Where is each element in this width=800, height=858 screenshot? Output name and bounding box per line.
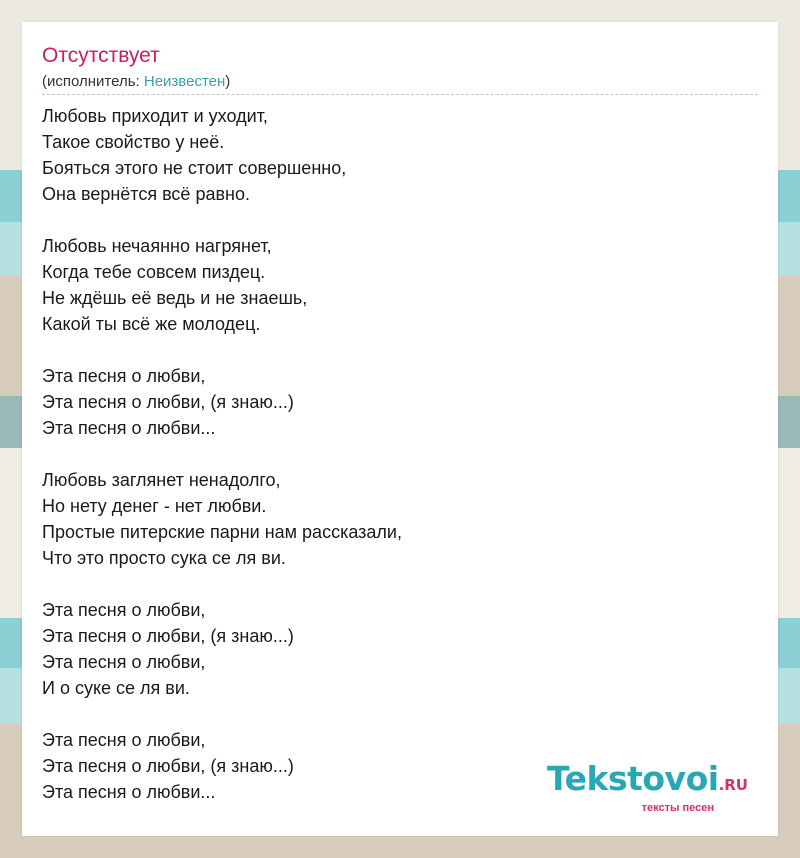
logo-tagline: тексты песен xyxy=(641,802,714,814)
stanza-break xyxy=(42,207,758,233)
lyric-line: Любовь нечаянно нагрянет, xyxy=(42,236,272,256)
lyric-line: Не ждёшь её ведь и не знаешь, xyxy=(42,288,308,308)
lyric-line: Бояться этого не стоит совершенно, xyxy=(42,158,347,178)
lyric-line: Эта песня о любви, xyxy=(42,600,206,620)
song-title: Отсутствует xyxy=(42,44,160,67)
lyric-line: Эта песня о любви, xyxy=(42,652,206,672)
lyric-line: Такое свойство у неё. xyxy=(42,132,225,152)
stanza-break xyxy=(42,337,758,363)
logo-name: Tekstovoi xyxy=(547,759,719,798)
lyric-line: Эта песня о любви, xyxy=(42,730,206,750)
logo-wordmark xyxy=(547,759,748,802)
lyrics-text xyxy=(42,103,758,805)
lyric-line: Простые питерские парни нам рассказали, xyxy=(42,522,402,542)
lyric-line: Эта песня о любви, (я знаю...) xyxy=(42,756,294,776)
lyric-line: Эта песня о любви... xyxy=(42,418,216,438)
lyric-line: Что это просто сука се ля ви. xyxy=(42,548,286,568)
lyric-line: Но нету денег - нет любви. xyxy=(42,496,267,516)
artist-link[interactable]: Неизвестен xyxy=(143,73,226,90)
lyric-line: И о суке се ля ви. xyxy=(42,678,190,698)
logo-tld: .RU xyxy=(718,776,748,794)
lyric-line: Она вернётся всё равно. xyxy=(42,184,250,204)
stanza-break xyxy=(42,701,758,727)
site-logo[interactable] xyxy=(547,759,748,814)
stanza-break xyxy=(42,571,758,597)
lyric-line: Любовь заглянет ненадолго, xyxy=(42,470,281,490)
lyric-line: Любовь приходит и уходит, xyxy=(42,106,268,126)
artist-line xyxy=(42,72,758,95)
artist-prefix: (исполнитель: xyxy=(42,73,144,90)
lyrics-card xyxy=(22,22,778,836)
lyric-line: Какой ты всё же молодец. xyxy=(42,314,261,334)
lyric-line: Эта песня о любви... xyxy=(42,782,216,802)
lyric-line: Эта песня о любви, (я знаю...) xyxy=(42,392,294,412)
stanza-break xyxy=(42,441,758,467)
artist-suffix: ) xyxy=(225,73,231,90)
lyric-line: Эта песня о любви, (я знаю...) xyxy=(42,626,294,646)
lyric-line: Когда тебе совсем пиздец. xyxy=(42,262,266,282)
lyric-line: Эта песня о любви, xyxy=(42,366,206,386)
